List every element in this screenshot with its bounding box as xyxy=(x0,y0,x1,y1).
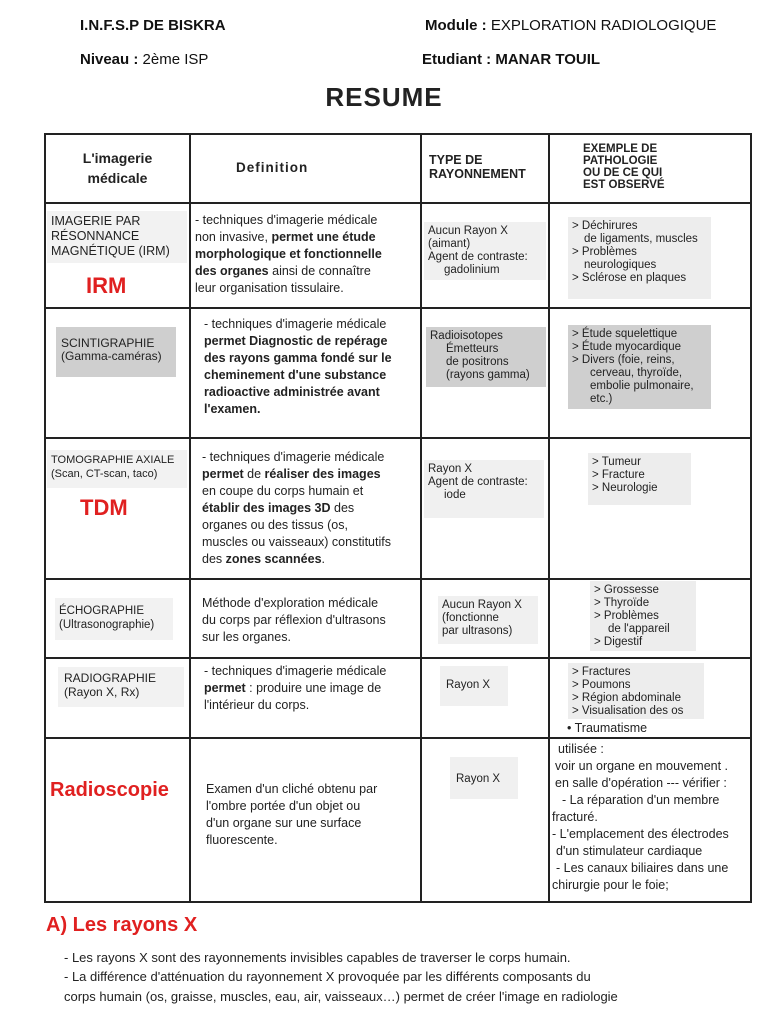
col-header-text: médicale xyxy=(87,170,148,186)
rad-tdm xyxy=(424,460,544,518)
def-text: muscles ou vaisseaux) constitutifs xyxy=(202,535,391,549)
example-item: > Neurologie xyxy=(592,482,658,494)
example-item: embolie pulmonaire, xyxy=(590,380,694,392)
example-item: > Divers (foie, reins, xyxy=(572,354,675,366)
rad-irm xyxy=(424,222,546,280)
example-item: > Région abdominale xyxy=(572,692,682,704)
row-name-text: (Rayon X, Rx) xyxy=(64,685,140,699)
example-item: - La réparation d'un membre xyxy=(562,793,720,807)
row-name-text: TOMOGRAPHIE AXIALE xyxy=(51,454,175,466)
abbr-tdm: TDM xyxy=(80,495,128,520)
def-text: radioactive administrée avant xyxy=(204,385,380,399)
example-item: > Problèmes xyxy=(572,246,637,258)
col-header-imaging xyxy=(46,148,189,188)
row-name-irm xyxy=(47,211,187,263)
row-name-text: IMAGERIE PAR xyxy=(51,214,141,228)
def-scopie xyxy=(206,781,377,849)
rad-text: de positrons xyxy=(446,356,509,368)
examples-tdm xyxy=(588,453,691,505)
def-text: - techniques d'imagerie médicale xyxy=(204,664,387,678)
def-text: Examen d'un cliché obtenu par xyxy=(206,782,378,796)
def-text: Méthode d'exploration médicale xyxy=(202,596,379,610)
rad-text: Radioisotopes xyxy=(430,330,503,342)
col-header-text: PATHOLOGIE xyxy=(583,155,658,167)
row-name-text: (Ultrasonographie) xyxy=(59,619,155,631)
example-item: chirurgie pour le foie; xyxy=(552,878,669,892)
example-item: > Grossesse xyxy=(594,584,659,596)
table-border-top xyxy=(44,133,752,135)
example-item: de ligaments, muscles xyxy=(584,233,698,245)
col-header-definition: Definition xyxy=(236,160,309,175)
rad-text: Agent de contraste: xyxy=(428,476,528,488)
examples-radio xyxy=(568,663,704,719)
school-name: I.N.F.S.P DE BISKRA xyxy=(80,17,226,34)
rad-echo xyxy=(438,596,538,644)
col-header-text: L'imagerie xyxy=(82,150,153,166)
row-name-radio xyxy=(58,667,184,707)
def-text: leur organisation tissulaire. xyxy=(195,281,344,295)
rad-text: gadolinium xyxy=(444,264,500,276)
example-item-traumatisme: • Traumatisme xyxy=(567,721,648,735)
def-text: permet Diagnostic de repérage xyxy=(204,334,388,348)
col-header-example xyxy=(583,143,665,191)
examples-scopie xyxy=(552,741,729,894)
module-label: Module : xyxy=(425,17,487,34)
rad-text: Rayon X xyxy=(456,773,501,785)
rad-text: Agent de contraste: xyxy=(428,251,528,263)
row-name-echo xyxy=(55,598,173,640)
def-text: permet : produire une image de xyxy=(204,681,382,695)
def-text: fluorescente. xyxy=(206,833,278,847)
table-border-right xyxy=(750,133,752,903)
col-header-text: OU DE CE QUI xyxy=(583,167,663,179)
rad-text: (aimant) xyxy=(428,238,471,250)
section-paragraph: - La différence d'atténuation du rayonnement X provoquée par les différents composants du xyxy=(64,969,591,984)
def-radio xyxy=(204,663,386,714)
example-item: > Visualisation des os xyxy=(572,705,684,717)
row-name-text: RÉSONNANCE xyxy=(51,229,140,243)
row-name-text: (Gamma-caméras) xyxy=(61,349,162,363)
def-text: morphologique et fonctionnelle xyxy=(195,247,382,261)
example-item: > Déchirures xyxy=(572,220,638,232)
row-name-scopie: Radioscopie xyxy=(50,779,169,801)
def-text: d'un organe sur une surface xyxy=(206,816,362,830)
rad-scopie xyxy=(450,757,518,799)
student-value: MANAR TOUIL xyxy=(495,51,601,68)
col-divider xyxy=(189,133,191,903)
row-name-text: (Scan, CT-scan, taco) xyxy=(51,468,158,480)
row-name-text: ÉCHOGRAPHIE xyxy=(59,605,144,617)
rad-text: Aucun Rayon X xyxy=(428,225,508,237)
example-item: > Problèmes xyxy=(594,610,659,622)
example-item: > Poumons xyxy=(572,679,631,691)
example-item: utilisée : xyxy=(558,742,604,756)
rad-text: iode xyxy=(444,489,466,501)
def-text: - techniques d'imagerie médicale xyxy=(195,213,378,227)
example-item: > Fractures xyxy=(572,666,631,678)
abbr-irm: IRM xyxy=(86,273,127,298)
def-text: organes ou des tissus (os, xyxy=(202,518,348,532)
example-item: etc.) xyxy=(590,393,613,405)
example-item: en salle d'opération --- vérifier : xyxy=(555,776,727,790)
example-item: > Tumeur xyxy=(592,456,641,468)
row-divider xyxy=(44,578,752,580)
section-paragraph: corps humain (os, graisse, muscles, eau, air, vaisseaux…) permet de créer l'image en radiologie xyxy=(64,989,618,1004)
examples-echo xyxy=(590,581,696,651)
rad-text: Émetteurs xyxy=(446,343,499,355)
example-item: - L'emplacement des électrodes xyxy=(552,827,729,841)
module-value: EXPLORATION RADIOLOGIQUE xyxy=(490,17,717,34)
level-value: 2ème ISP xyxy=(142,51,209,68)
row-name-scinti xyxy=(56,327,176,377)
rad-text: (fonctionne xyxy=(442,612,499,624)
section-paragraph: - Les rayons X sont des rayonnements invisibles capables de traverser le corps humain. xyxy=(64,950,571,965)
row-divider xyxy=(44,307,752,309)
row-name-text: MAGNÉTIQUE (IRM) xyxy=(51,244,170,258)
row-divider xyxy=(44,202,752,204)
example-item: neurologiques xyxy=(584,259,657,271)
def-text: - techniques d'imagerie médicale xyxy=(204,317,387,331)
def-tdm xyxy=(202,449,391,568)
student-label: Etudiant : xyxy=(422,51,492,68)
example-item: > Thyroïde xyxy=(594,597,650,609)
rad-text: par ultrasons) xyxy=(442,625,513,637)
def-scinti xyxy=(204,316,392,418)
rad-text: Aucun Rayon X xyxy=(442,599,522,611)
def-text: cheminement d'une substance xyxy=(204,368,387,382)
table-border-bottom xyxy=(44,901,752,903)
example-item: > Sclérose en plaques xyxy=(572,272,687,284)
row-name-text: RADIOGRAPHIE xyxy=(64,671,157,685)
def-text: du corps par réflexion d'ultrasons xyxy=(202,613,386,627)
example-item: voir un organe en mouvement . xyxy=(555,759,729,773)
student-line xyxy=(422,51,600,68)
def-irm xyxy=(195,212,382,297)
level-label: Niveau : xyxy=(80,51,139,68)
row-divider xyxy=(44,437,752,439)
def-text: des organes ainsi de connaître xyxy=(195,264,371,278)
def-text: l'examen. xyxy=(204,402,261,416)
module-line xyxy=(425,17,716,34)
def-text: sur les organes. xyxy=(202,630,291,644)
def-text: permet de réaliser des images xyxy=(202,467,381,481)
example-item: fracturé. xyxy=(552,810,598,824)
def-text: des zones scannées. xyxy=(202,552,326,566)
col-header-text: RAYONNEMENT xyxy=(429,167,526,181)
def-text: établir des images 3D des xyxy=(202,501,355,515)
example-item: > Étude myocardique xyxy=(572,341,681,353)
rad-text: (rayons gamma) xyxy=(446,369,530,381)
example-item: de l'appareil xyxy=(608,623,670,635)
def-text: l'ombre portée d'un objet ou xyxy=(206,799,361,813)
col-header-text: TYPE DE xyxy=(429,153,483,167)
example-item: - Les canaux biliaires dans une xyxy=(556,861,729,875)
row-divider xyxy=(44,657,752,659)
example-item: > Digestif xyxy=(594,636,643,648)
level-line xyxy=(80,51,208,68)
def-text: - techniques d'imagerie médicale xyxy=(202,450,385,464)
col-divider xyxy=(44,133,46,903)
rad-text: Rayon X xyxy=(446,679,491,691)
def-text: non invasive, permet une étude xyxy=(195,230,376,244)
row-divider xyxy=(44,737,752,739)
def-text: l'intérieur du corps. xyxy=(204,698,310,712)
rad-radio xyxy=(440,666,508,706)
col-divider xyxy=(420,133,422,903)
def-text: en coupe du corps humain et xyxy=(202,484,364,498)
def-text: des rayons gamma fondé sur le xyxy=(204,351,392,365)
col-header-text: EXEMPLE DE xyxy=(583,143,658,155)
examples-irm xyxy=(568,217,711,299)
section-title: A) Les rayons X xyxy=(46,914,198,936)
row-name-text: SCINTIGRAPHIE xyxy=(61,336,155,350)
def-echo xyxy=(202,595,386,646)
example-item: d'un stimulateur cardiaque xyxy=(556,844,703,858)
rad-text: Rayon X xyxy=(428,463,473,475)
examples-scinti xyxy=(568,325,711,409)
row-name-tdm xyxy=(47,450,187,488)
rad-scinti xyxy=(426,327,546,387)
page-title: RESUME xyxy=(325,82,443,112)
col-header-radiation xyxy=(429,153,526,181)
example-item: > Étude squelettique xyxy=(572,328,678,340)
example-item: cerveau, thyroïde, xyxy=(590,367,683,379)
col-divider xyxy=(548,133,550,903)
col-header-text: EST OBSERVÉ xyxy=(583,179,665,191)
example-item: > Fracture xyxy=(592,469,645,481)
